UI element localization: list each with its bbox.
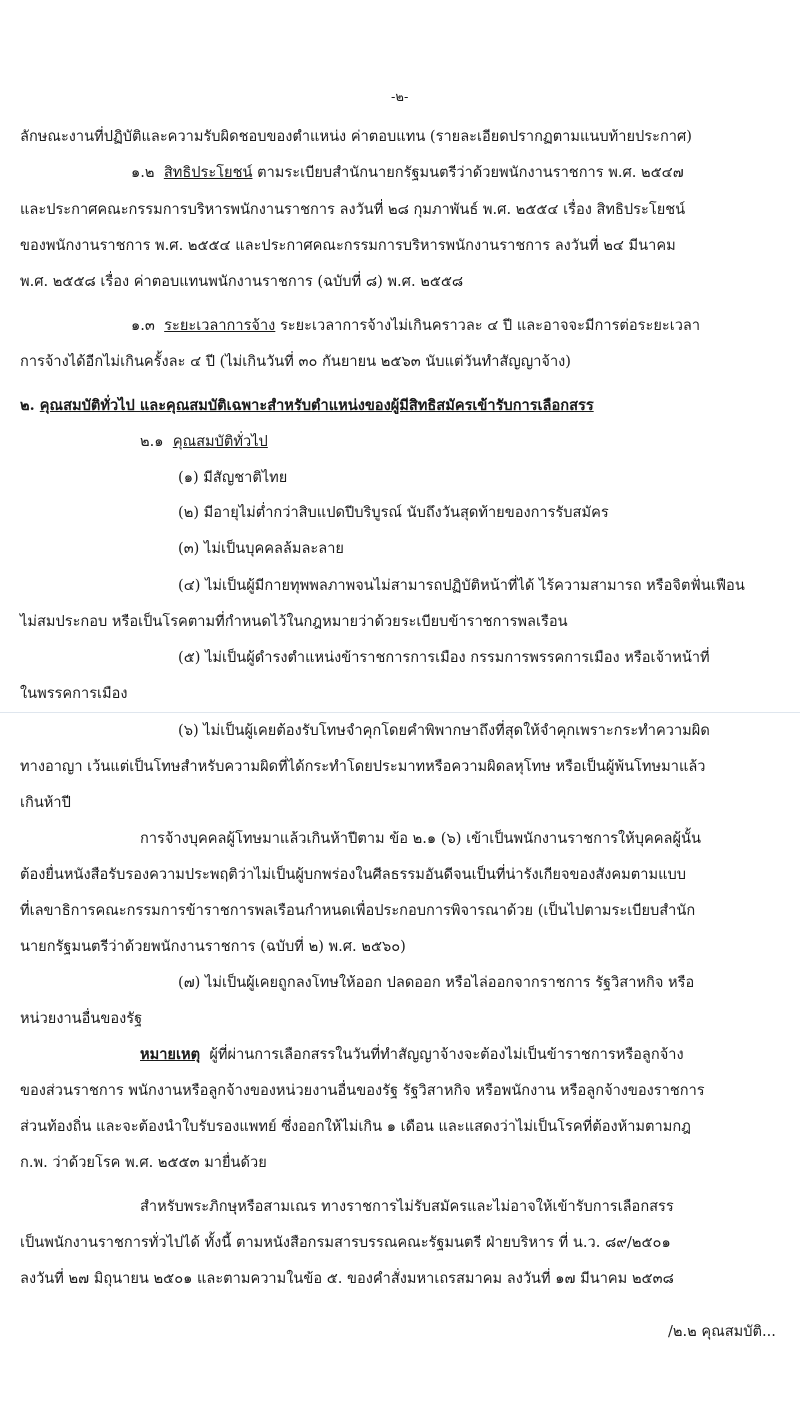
section-number: ๒. <box>20 397 35 414</box>
scan-divider <box>0 712 800 713</box>
text-line: ไม่สมประกอบ หรือเป็นโรคตามที่กำหนดไว้ในกฎหมายว่าด้วยระเบียบข้าราชการพลเรือน <box>20 613 568 630</box>
note-heading: หมายเหตุ <box>140 1046 201 1063</box>
text-line: และประกาศคณะกรรมการบริหารพนักงานราชการ ลงวันที่ ๒๘ กุมภาพันธ์ พ.ศ. ๒๕๕๔ เรื่อง สิทธิประโยชน์ <box>20 201 686 218</box>
section-2-1-heading <box>140 432 268 452</box>
text-line: ส่วนท้องถิ่น และจะต้องนำใบรับรองแพทย์ ซึ่งออกให้ไม่เกิน ๑ เดือน และแสดงว่าไม่เป็นโรคที่ต้องห้ามตามกฎ <box>20 1118 691 1135</box>
note-text: ผู้ที่ผ่านการเลือกสรรในวันที่ทำสัญญาจ้างจะต้องไม่เป็นข้าราชการหรือลูกจ้าง <box>209 1046 684 1063</box>
text-line: นายกรัฐมนตรีว่าด้วยพนักงานราชการ (ฉบับที่ ๒) พ.ศ. ๒๕๖๐) <box>20 938 406 955</box>
list-item: (๓) ไม่เป็นบุคคลล้มละลาย <box>178 540 344 557</box>
text-line: ของส่วนราชการ พนักงานหรือลูกจ้างของหน่วยงานอื่นของรัฐ รัฐวิสาหกิจ หรือพนักงาน หรือลูกจ้างของราชการ <box>20 1082 705 1099</box>
section-number: ๑.๒ <box>131 164 155 181</box>
list-item: (๕) ไม่เป็นผู้ดำรงตำแหน่งข้าราชการการเมือง กรรมการพรรคการเมือง หรือเจ้าหน้าที่ <box>178 649 710 666</box>
text-line: ที่เลขาธิการคณะกรรมการข้าราชการพลเรือนกำหนดเพื่อประกอบการพิจารณาด้วย (เป็นไปตามระเบียบสำนัก <box>20 902 696 919</box>
section-number: ๒.๑ <box>140 433 164 450</box>
section-heading: คุณสมบัติทั่วไป <box>172 433 268 450</box>
section-text: ตามระเบียบสำนักนายกรัฐมนตรีว่าด้วยพนักงานราชการ พ.ศ. ๒๕๔๗ <box>257 164 684 181</box>
note-line <box>140 1045 684 1065</box>
text-line: พ.ศ. ๒๕๕๘ เรื่อง ค่าตอบแทนพนักงานราชการ (ฉบับที่ ๘) พ.ศ. ๒๕๕๘ <box>20 273 464 290</box>
section-1-3-line <box>131 316 700 336</box>
text-line: ก.พ. ว่าด้วยโรค พ.ศ. ๒๕๕๓ มายื่นด้วย <box>20 1154 267 1171</box>
text-line: ของพนักงานราชการ พ.ศ. ๒๕๕๔ และประกาศคณะกรรมการบริหารพนักงานราชการ ลงวันที่ ๒๔ มีนาคม <box>20 237 676 254</box>
text-line: การจ้างได้อีกไม่เกินครั้งละ ๔ ปี (ไม่เกินวันที่ ๓๐ กันยายน ๒๕๖๓ นับแต่วันทำสัญญาจ้าง) <box>20 353 571 370</box>
text-line: ลงวันที่ ๒๗ มิถุนายน ๒๕๐๑ และตามความในข้อ ๕. ของคำสั่งมหาเถรสมาคม ลงวันที่ ๑๗ มีนาคม ๒๕๓๘ <box>20 1270 674 1287</box>
section-text: ระยะเวลาการจ้างไม่เกินคราวละ ๔ ปี และอาจจะมีการต่อระยะเวลา <box>279 317 701 334</box>
text-line: การจ้างบุคคลผู้โทษมาแล้วเกินห้าปีตาม ข้อ ๒.๑ (๖) เข้าเป็นพนักงานราชการให้บุคคลผู้นั้น <box>140 830 702 847</box>
section-1-2-line <box>131 163 684 183</box>
section-heading: สิทธิประโยชน์ <box>163 164 253 181</box>
text-line: หน่วยงานอื่นของรัฐ <box>20 1010 143 1027</box>
list-item: (๖) ไม่เป็นผู้เคยต้องรับโทษจำคุกโดยคำพิพากษาถึงที่สุดให้จำคุกเพราะกระทำความผิด <box>178 722 710 739</box>
text-line: สำหรับพระภิกษุหรือสามเณร ทางราชการไม่รับสมัครและไม่อาจให้เข้ารับการเลือกสรร <box>140 1198 674 1215</box>
list-item: (๑) มีสัญชาติไทย <box>178 469 288 486</box>
section-2-heading <box>20 396 594 416</box>
text-line: เป็นพนักงานราชการทั่วไปได้ ทั้งนี้ ตามหนังสือกรมสารบรรณคณะรัฐมนตรี ฝ่ายบริหาร ที่ น.ว. ๘๙/๒๕๐๑ <box>20 1234 671 1251</box>
list-item: (๗) ไม่เป็นผู้เคยถูกลงโทษให้ออก ปลดออก หรือไล่ออกจากราชการ รัฐวิสาหกิจ หรือ <box>178 974 695 991</box>
text-line: ลักษณะงานที่ปฏิบัติและความรับผิดชอบของตำแหน่ง ค่าตอบแทน (รายละเอียดปรากฏตามแนบท้ายประกาศ) <box>20 128 692 145</box>
section-heading: คุณสมบัติทั่วไป และคุณสมบัติเฉพาะสำหรับตำแหน่งของผู้มีสิทธิสมัครเข้ารับการเลือกสรร <box>39 397 594 414</box>
page-number: -๒- <box>391 90 409 105</box>
list-item: (๔) ไม่เป็นผู้มีกายทุพพลภาพจนไม่สามารถปฏิบัติหน้าที่ได้ ไร้ความสามารถ หรือจิตฟั่นเฟือน <box>178 577 745 594</box>
text-line: ทางอาญา เว้นแต่เป็นโทษสำหรับความผิดที่ได้กระทำโดยประมาทหรือความผิดลหุโทษ หรือเป็นผู้พ้นโทษมาแล้ว <box>20 758 706 775</box>
section-number: ๑.๓ <box>131 317 155 334</box>
list-item: (๒) มีอายุไม่ต่ำกว่าสิบแปดปีบริบูรณ์ นับถึงวันสุดท้ายของการรับสมัคร <box>178 504 609 521</box>
continuation-marker: /๒.๒ คุณสมบัติ... <box>668 1323 776 1340</box>
text-line: ต้องยื่นหนังสือรับรองความประพฤติว่าไม่เป็นผู้บกพร่องในศีลธรรมอันดีจนเป็นที่น่ารังเกียจของสังคมตามแบบ <box>20 866 687 883</box>
section-heading: ระยะเวลาการจ้าง <box>164 317 276 334</box>
text-line: ในพรรคการเมือง <box>20 685 128 702</box>
text-line: เกินห้าปี <box>20 794 71 811</box>
